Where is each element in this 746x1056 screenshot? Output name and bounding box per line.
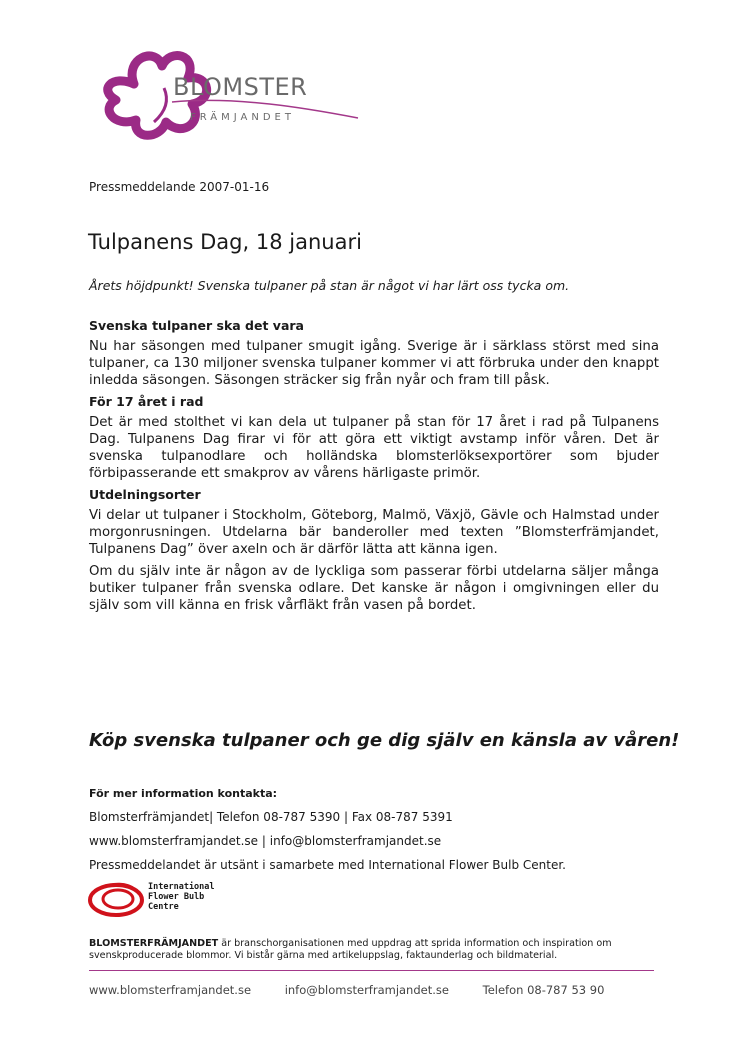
section-heading-utdelningsorter: Utdelningsorter: [89, 487, 201, 502]
contact-heading: För mer information kontakta:: [89, 787, 278, 800]
contact-phone-line: Blomsterfrämjandet| Telefon 08-787 5390 | Fax 08-787 5391: [89, 810, 453, 824]
section-paragraph: Vi delar ut tulpaner i Stockholm, Göteborg, Malmö, Växjö, Gävle och Halmstad under morgonrusningen. Utdelarna bär banderoller med texten ”Blomsterfrämjandet, Tulpanens Dag” över axeln och är därför lätta att känna igen.: [89, 508, 659, 557]
logo-title: BLOMSTER: [173, 73, 308, 101]
logo-subtitle: FRÄMJANDET: [190, 112, 295, 123]
section-heading-17-aret: För 17 året i rad: [89, 394, 204, 409]
section-paragraph: Det är med stolthet vi kan dela ut tulpaner på stan för 17 året i rad på Tulpanens Dag. Tulpanens Dag firar vi för att göra ett viktigt avstamp inför våren. Det är svenska tulpanodlare och holländska blomsterlöksexportörer som bjuder förbipasserande ett smakprov av vårens härligaste primör.: [89, 415, 659, 481]
ifbc-logo-text: International Flower Bulb Centre: [148, 882, 215, 912]
footer-web-link[interactable]: www.blomsterframjandet.se: [89, 983, 252, 997]
contact-block: [89, 787, 566, 882]
about-org-name: BLOMSTERFRÄMJANDET: [89, 938, 219, 949]
date-line: Pressmeddelande 2007-01-16: [89, 180, 270, 194]
article-body: [89, 318, 659, 619]
page-footer: [89, 983, 634, 997]
about-text: är branschorganisationen med uppdrag att sprida information och inspiration om svenskproducerade blommor. Vi bistår gärna med artikeluppslag, faktaunderlag och bildmaterial.: [89, 938, 612, 961]
page-title: Tulpanens Dag, 18 januari: [88, 230, 362, 254]
contact-web-line[interactable]: www.blomsterframjandet.se | info@blomsterframjandet.se: [89, 834, 442, 848]
lead-text: Årets höjdpunkt! Svenska tulpaner på stan är något vi har lärt oss tycka om.: [89, 278, 570, 293]
footer-phone: Telefon 08-787 53 90: [482, 983, 605, 997]
contact-cooperation-line: Pressmeddelandet är utsänt i samarbete med International Flower Bulb Center.: [89, 858, 566, 872]
call-to-action: Köp svenska tulpaner och ge dig själv en känsla av våren!: [89, 730, 680, 751]
section-heading-svenska-tulpaner: Svenska tulpaner ska det vara: [89, 318, 304, 333]
about-organisation: [89, 938, 659, 962]
section-paragraph: Om du själv inte är någon av de lyckliga som passerar förbi utdelarna säljer många butiker tulpaner från svenska odlare. Det kanske är någon i omgivningen eller du själv som vill känna en frisk vårfläkt från vasen på bordet.: [89, 564, 659, 613]
footer-email-link[interactable]: info@blomsterframjandet.se: [284, 983, 449, 997]
section-paragraph: Nu har säsongen med tulpaner smugit igång. Sverige är i särklass störst med sina tulpaner, ca 130 miljoner svenska tulpaner kommer vi att förbruka under den knappt inledda säsongen. Säsongen sträcker sig från nyår och fram till påsk.: [89, 339, 659, 388]
footer-divider: [89, 970, 654, 971]
